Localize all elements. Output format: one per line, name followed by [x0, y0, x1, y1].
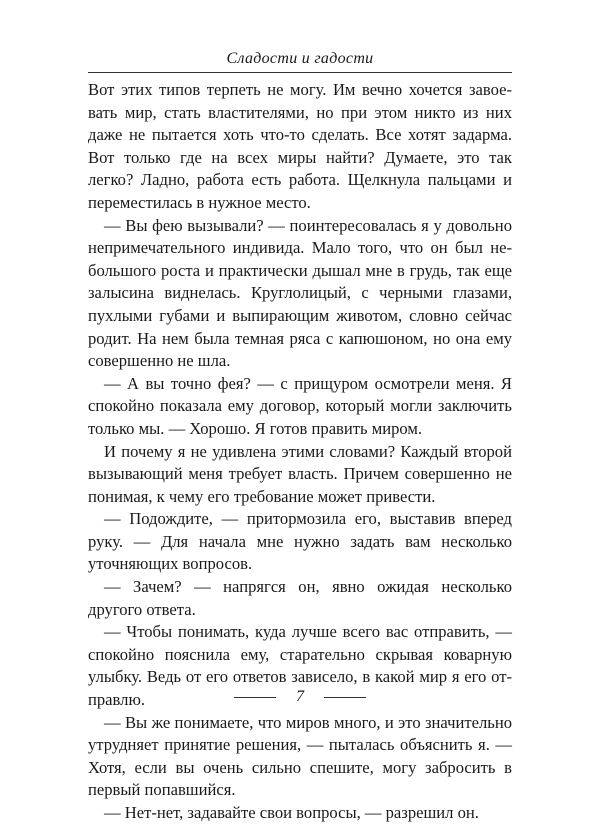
paragraph: — Подождите, — притормозила его, выставив вперед руку. — Для начала мне нужно задать вам несколько уточняющих вопросов.	[88, 509, 512, 574]
paragraph: — А вы точно фея? — с прищуром осмотрели меня. Я спокойно показала ему договор, который могли заключить только мы. — Хорошо. Я готов править миром.	[88, 373, 512, 438]
body-text	[88, 79, 512, 825]
footer-rule-right	[324, 697, 366, 698]
paragraph: Вот этих типов терпеть не могу. Им вечно хочется завоевать мир, стать властителями, но при этом никто из них даже не пытается хоть что-то сделать. Все хотят задарма. Вот только где на всех миры найти? Думаете, это так легко? Ладно, работа есть работа. Щелкнула пальцами и переместилась в нужное место.	[88, 80, 512, 212]
paragraph: — Зачем? — напрягся он, явно ожидая несколько другого ответа.	[88, 577, 512, 619]
paragraph: И почему я не удивлена этими словами? Каждый второй вызывающий меня требует власть. Причем совершенно не понимая, к чему его требование может привести.	[88, 441, 512, 506]
page-number: 7	[296, 688, 304, 705]
footer-rule-left	[234, 697, 276, 698]
paragraph: — Нет-нет, задавайте свои вопросы, — разрешил он.	[104, 803, 479, 822]
page-footer	[0, 688, 600, 706]
running-title: Сладости и гадости	[226, 50, 374, 67]
paragraph: — Вы фею вызывали? — поинтересовалась я у довольно непримечательного индивида. Мало того, что он был небольшого роста и практически дышал мне в грудь, так еще залысина виднелась. Круглолицый, с черными глазами, пухлыми губами и выпирающим животом, словно сейчас родит. На нем была темная ряса с капюшоном, но она ему совершенно не шла.	[88, 215, 512, 371]
header-divider	[88, 72, 512, 73]
paragraph: — Вы же понимаете, что миров много, и это значительно утрудняет принятие решения, — пыталась объяснить я. — Хотя, если вы очень сильно спешите, могу забросить в первый попавшийся.	[88, 712, 512, 800]
paragraph: — Чтобы понимать, куда лучше всего вас отправить, — спокойно пояснила ему, старательно скрывая коварную улыбку. Ведь от его ответов зависело, в какой мир я его отправлю.	[88, 622, 512, 710]
